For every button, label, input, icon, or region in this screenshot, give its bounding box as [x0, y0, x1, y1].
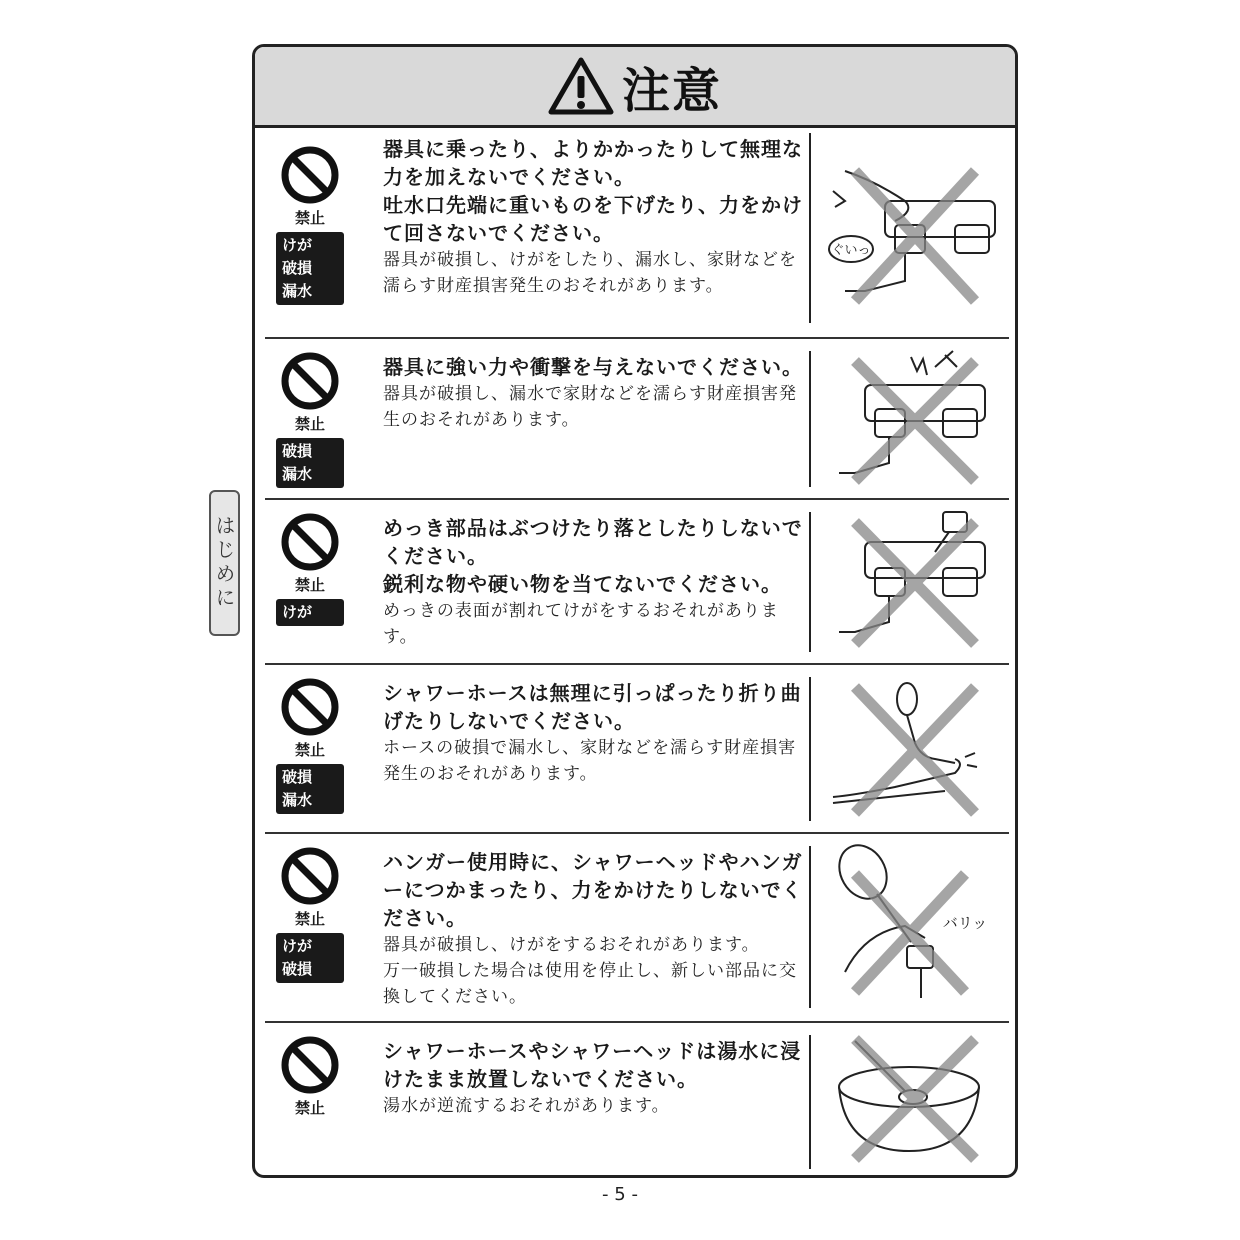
warning-body: ホースの破損で漏水し、家財などを濡らす財産損害発生のおそれがあります。	[383, 738, 797, 784]
warning-body: 器具が破損し、けがをしたり、漏水し、家財などを濡らす財産損害発生のおそれがあります。	[383, 250, 797, 296]
warning-body: 器具が破損し、漏水で家財などを濡らす財産損害発生のおそれがあります。	[383, 384, 797, 430]
prohibition-icon	[280, 145, 340, 205]
hazard-damage: 破損	[282, 259, 313, 277]
faucet-lean-illustration	[825, 141, 1005, 317]
warning-body: めっきの表面が割れてけがをするおそれがあります。	[383, 601, 779, 647]
hazard-leak: 漏水	[282, 282, 313, 300]
hazard-tag	[276, 232, 344, 305]
faucet-impact-illustration	[825, 347, 1005, 487]
list-item	[265, 337, 1009, 499]
illustration-sound-text: バリッ	[942, 914, 988, 932]
warning-heading: シャワーホースは無理に引っぱったり折り曲げたりしないでください。	[383, 681, 802, 733]
list-item	[265, 1021, 1009, 1173]
warning-heading: 器具に強い力や衝撃を与えないでください。	[383, 355, 803, 379]
faucet-hammer-illustration	[825, 508, 1005, 654]
warning-text	[383, 679, 807, 787]
caution-title: 注意	[621, 62, 722, 119]
warning-text	[383, 514, 807, 650]
hazard-injury: けが	[282, 937, 313, 955]
warning-heading: 器具に乗ったり、よりかかったりして無理な力を加えないでください。	[383, 137, 803, 189]
prohibition-icon	[280, 512, 340, 572]
hazard-injury: けが	[282, 603, 313, 621]
divider	[809, 133, 811, 323]
prohibited-label: 禁止	[294, 910, 325, 928]
section-tab	[209, 490, 240, 636]
list-item	[265, 832, 1009, 1022]
prohibited-label: 禁止	[294, 741, 325, 759]
caution-panel	[252, 44, 1018, 1178]
warning-heading: シャワーホースやシャワーヘッドは湯水に浸けたまま放置しないでください。	[383, 1039, 802, 1091]
warning-body: 器具が破損し、けがをするおそれがあります。	[383, 935, 760, 955]
prohibited-label: 禁止	[294, 209, 325, 227]
warning-heading: めっき部品はぶつけたり落としたりしないでください。	[383, 516, 803, 568]
warning-text	[383, 1037, 807, 1119]
prohibition-block	[275, 677, 345, 814]
prohibited-label: 禁止	[294, 1099, 325, 1117]
warning-heading: 吐水口先端に重いものを下げたり、力をかけて回さないでください。	[383, 193, 803, 245]
hazard-tag	[276, 438, 344, 488]
list-item	[265, 663, 1009, 833]
prohibition-block	[275, 145, 345, 305]
warning-triangle-icon	[548, 56, 614, 116]
divider	[809, 677, 811, 821]
hazard-damage: 破損	[282, 768, 313, 786]
prohibition-icon	[280, 1035, 340, 1095]
warning-text	[383, 135, 807, 299]
divider	[809, 351, 811, 487]
hazard-tag	[276, 599, 344, 626]
prohibition-block	[275, 512, 345, 626]
hanger-grab-illustration	[825, 842, 1005, 1008]
divider	[809, 846, 811, 1008]
prohibition-icon	[280, 846, 340, 906]
divider	[809, 1035, 811, 1169]
prohibited-label: 禁止	[294, 576, 325, 594]
hazard-injury: けが	[282, 236, 313, 254]
basin-soak-illustration	[825, 1031, 1005, 1167]
prohibition-block	[275, 1035, 345, 1122]
hazard-leak: 漏水	[282, 465, 313, 483]
illustration-sound-text: ぐいっ	[831, 243, 871, 258]
prohibition-icon	[280, 677, 340, 737]
warning-text	[383, 848, 807, 1010]
section-tab-label: はじめに	[212, 515, 236, 611]
caution-header	[255, 47, 1015, 128]
hose-pull-illustration	[825, 673, 1005, 823]
warning-body: 湯水が逆流するおそれがあります。	[383, 1096, 670, 1116]
prohibited-label: 禁止	[294, 415, 325, 433]
prohibition-block	[275, 351, 345, 488]
hazard-damage: 破損	[282, 960, 313, 978]
list-item	[265, 498, 1009, 664]
prohibition-block	[275, 846, 345, 983]
warning-text	[383, 353, 807, 433]
page-number: - 5 -	[602, 1184, 638, 1205]
hazard-tag	[276, 933, 344, 983]
warning-heading: 鋭利な物や硬い物を当てないでください。	[383, 572, 782, 596]
warning-heading: ハンガー使用時に、シャワーヘッドやハンガーにつかまったり、力をかけたりしないでください。	[383, 850, 803, 930]
warning-body: 万一破損した場合は使用を停止し、新しい部品に交換してください。	[383, 961, 797, 1007]
hazard-tag	[276, 764, 344, 814]
prohibition-icon	[280, 351, 340, 411]
hazard-damage: 破損	[282, 442, 313, 460]
hazard-leak: 漏水	[282, 791, 313, 809]
divider	[809, 512, 811, 652]
list-item	[265, 133, 1009, 329]
